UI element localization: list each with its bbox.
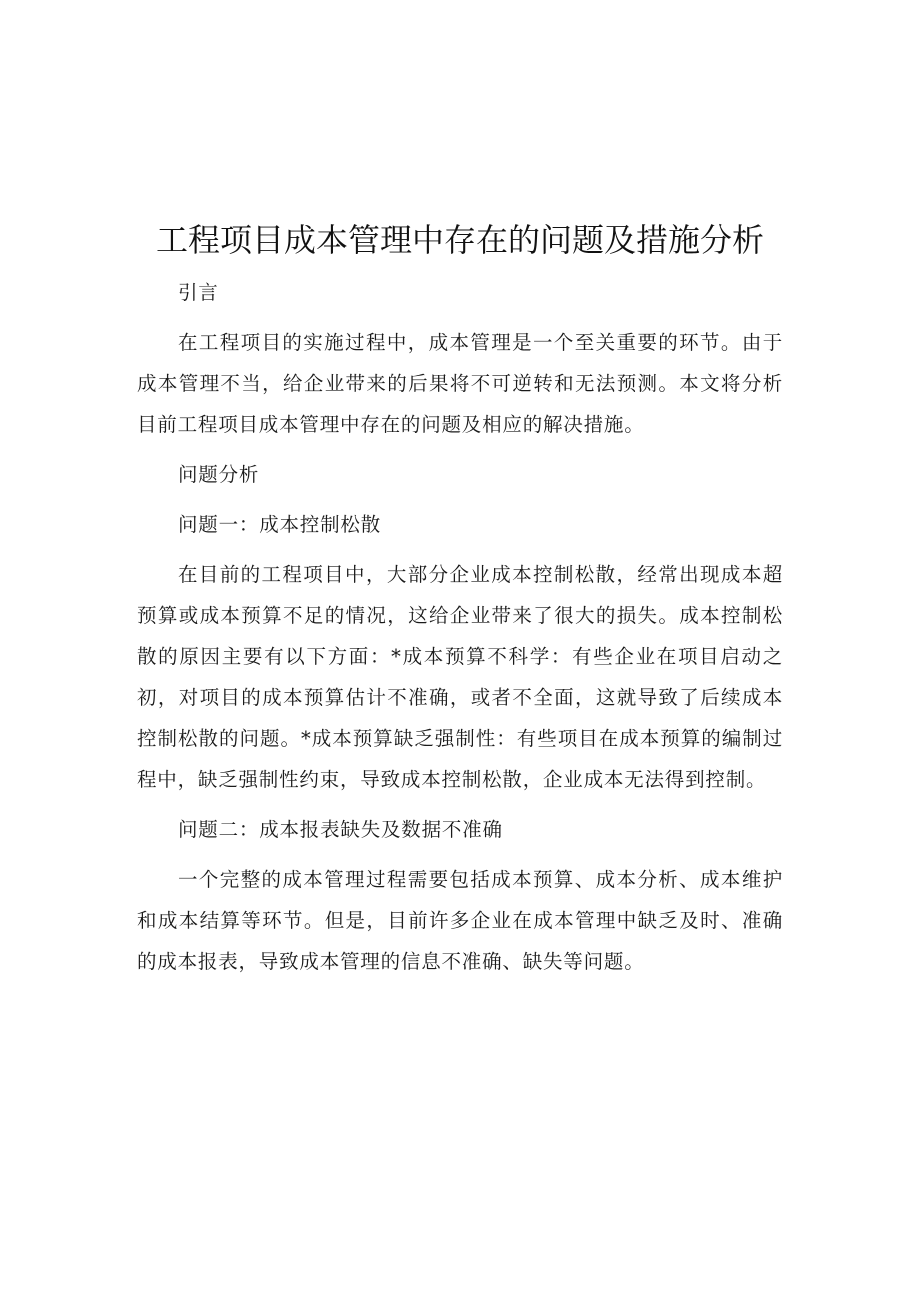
subsection-heading-problem-one: 问题一：成本控制松散	[178, 513, 382, 536]
paragraph-intro: 在工程项目的实施过程中，成本管理是一个至关重要的环节。由于成本管理不当，给企业带来的后果将不可逆转和无法预测。本文将分析目前工程项目成本管理中存在的问题及相应的解决措施。	[137, 331, 783, 436]
subsection-heading-problem-two: 问题二：成本报表缺失及数据不准确	[178, 818, 503, 841]
document-title: 工程项目成本管理中存在的问题及措施分析	[155, 221, 764, 259]
document-body	[137, 272, 783, 982]
paragraph-problem-one: 在目前的工程项目中，大部分企业成本控制松散，经常出现成本超预算或成本预算不足的情况，这给企业带来了很大的损失。成本控制松散的原因主要有以下方面：*成本预算不科学：有些企业在项目启动之初，对项目的成本预算估计不准确，或者不全面，这就导致了后续成本控制松散的问题。*成本预算缺乏强制性：有些项目在成本预算的编制过程中，缺乏强制性约束，导致成本控制松散，企业成本无法得到控制。	[137, 563, 783, 791]
paragraph-problem-two: 一个完整的成本管理过程需要包括成本预算、成本分析、成本维护和成本结算等环节。但是，目前许多企业在成本管理中缺乏及时、准确的成本报表，导致成本管理的信息不准确、缺失等问题。	[137, 868, 783, 973]
section-heading-analysis: 问题分析	[178, 463, 260, 486]
section-heading-intro: 引言	[178, 281, 219, 304]
